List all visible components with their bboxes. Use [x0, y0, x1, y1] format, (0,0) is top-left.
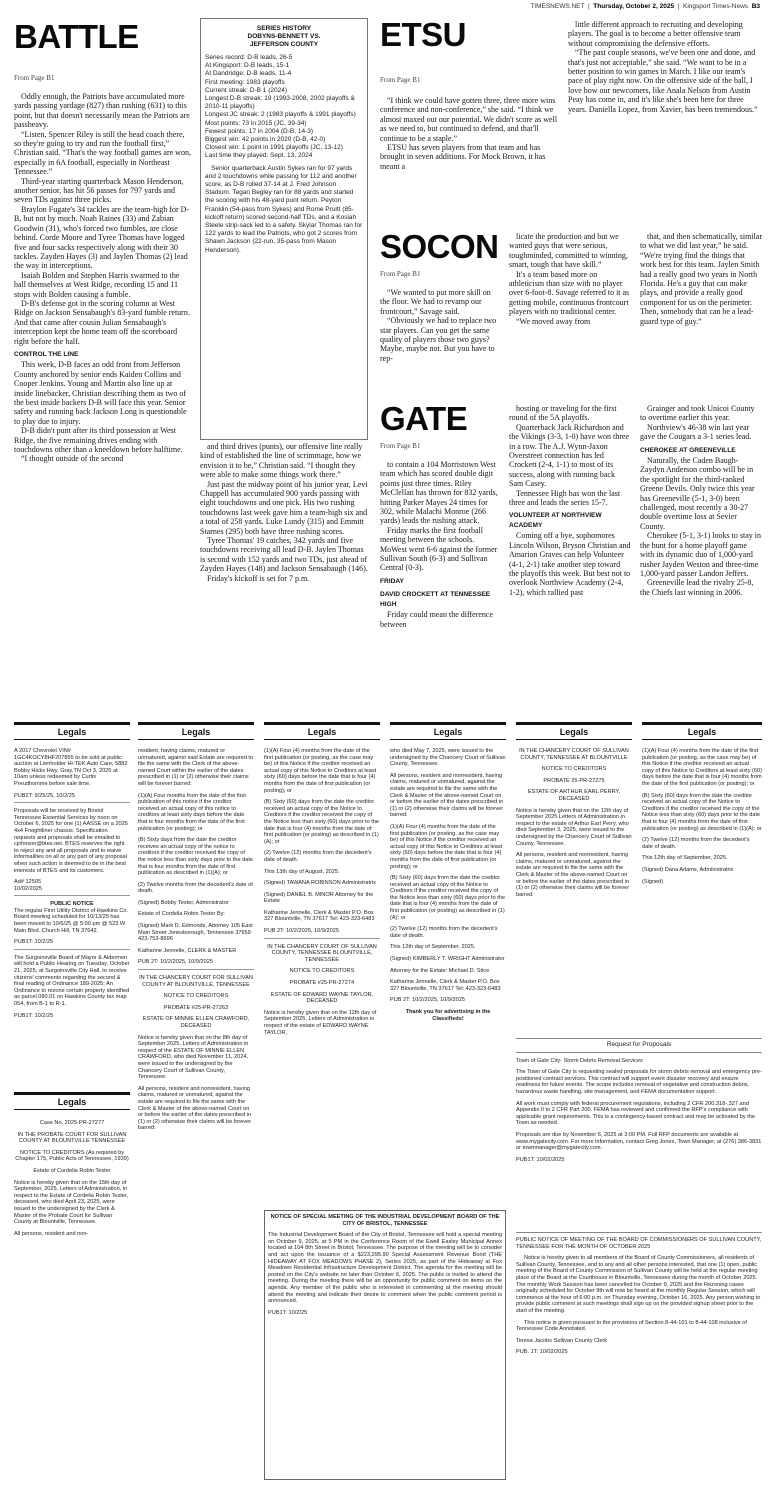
signature: (Signed) — [642, 878, 664, 885]
series-line: Last time they played: Sept. 13, 2024 — [205, 152, 313, 160]
paragraph: Friday could mean the difference between — [380, 610, 494, 629]
paragraph: Isaiah Bolden and Stephen Harris swarmed to the ball themselves at West Ridge, recording 15 and 11 stops with Bolden causing a fumble. — [14, 270, 180, 299]
legal-notice: Notice is hereby given that on the 12th day of September 2025 Letters of Administration in respect to the estate of Arthur Earl Perry, who died September 3, 2025, were issued to the undersigned by the Chancery Court of Sullivan County, Tennessee. — [516, 807, 632, 847]
series-line: First meeting: 1983 playoffs — [205, 78, 285, 86]
legal-notice: Proposals will be received by Bristol Tennessee Essential Services by noon on October 6, 2025 for one (1) AASSE on a 2025 4x4 Freightliner chassis. Specification requests and proposals shall be emailed to cjohnson@btes.net. BTES reserves the right to reject any and all proposals and to waive informalities on all or any part of any proposal when such action is deemed to be in the best interests of BTES and its customers. — [14, 808, 128, 874]
court-name: IN THE CHANCERY COURT OF SULLIVAN COUNTY, TENNESSEE BLOUNTVILLE, TENNESSEE — [267, 943, 377, 963]
legal-notice: (1)(A) Four (4) months from the date of the first publication (or posting, as the case may be) of this Notice if the creditor received an actual copy of this Notice to Creditors at least sixty (60) days before the date that is four (4) months from the date of the first publication (or posting); or — [642, 748, 762, 787]
legal-notice: resident, having claims, matured or unmatured, against said Estate are required to file the same with the Clerk of the above-named Court within the earlier of the dates prescribed in (1) or (2) otherwise their claims will be forever barred: — [138, 748, 254, 787]
paragraph: Quarterback Jack Richardson and the Vikings (3-3, 1-0) have won three in a row. The A.J. Wynn-Jaxon Overstreet connection has led Crockett (2-4, 1-1) to most of its success, along with running back Sam Casey. — [509, 422, 630, 489]
paragraph: D-B didn't punt after its third possession at West Ridge, the five remaining drives ending with touchdowns other than a kneeldown before halftime. — [14, 426, 183, 455]
legals-column-2 — [138, 748, 254, 1490]
pub-date: PUB2T: 9/25/25, 10/2/25 — [14, 793, 130, 804]
legal-notice: Notice is hereby given that on the 15th day of September, 2025, Letters of Administration, in respect to the Estate of Cordelia Robin Tester, deceased, who died April 23, 2025, were issued to the undersigned by the Clerk & Master of the Probate Court for Sullivan County at Blountville, Tennessee. — [14, 1179, 129, 1226]
page-number: B3 — [751, 3, 760, 10]
pub-date: PUB 2T: 10/2/2025, 10/9/2025 — [390, 997, 465, 1004]
paragraph: It's a team based more on athleticism than size with no player over 6-foot-8. Savage referred to it as getting mobile, continuous frontcourt players with no traditional center. — [509, 269, 630, 317]
thanks-box — [390, 1009, 506, 1022]
ad-number-text: Ad# 12505 — [14, 879, 42, 886]
special-meeting-notice — [264, 1210, 506, 1480]
legal-notice: (2) Twelve (12) months from the decedent's date of death. — [390, 926, 498, 939]
socon-column-1 — [380, 288, 502, 363]
notice-title: NOTICE TO CREDITORS — [289, 968, 355, 975]
notice-date: This 12th day of September, 2025. — [642, 855, 728, 862]
case-number: Case No. 2025-PR-27277 — [39, 1120, 105, 1126]
estate-name: ESTATE OF ARTHUR EARL PERRY, DECEASED — [527, 789, 621, 802]
paragraph: “Obviously we had to replace two star players. Can you get the same quality of players those two guys? Maybe, maybe not. But you have to rep- — [380, 316, 497, 363]
legal-notice: This notice is given pursuant to the provisions of Section 8-44-101 to 8-44-108 inclusive of Tennessee Code Annotated. — [516, 1319, 747, 1333]
series-line: At Dandridge: D-B leads, 11-4 — [205, 70, 292, 78]
notice-title — [268, 1214, 502, 1227]
legal-notice: The Surgoinsville Board of Mayor & Aldermen will hold a Public Hearing on Tuesday, October 21, 2025, at Surgoinsville City Hall, to receive citizens' comments regarding the second & final reading of Ordinance 189-2025; An Ordinance to rezone certain property identified as parcel 080.01 on Hawkins County tax map 054, from B-1 to R-1. — [14, 954, 130, 1007]
legal-notice: All persons, resident and non- — [14, 1230, 89, 1237]
clerk-info: Katharine Jennelle, Clerk & Master P.O. Box 327 Blountville, TN 37617 Tel: 423-323-6483 — [390, 979, 501, 992]
legal-notice: The Town of Gate City is requesting sealed proposals for storm debris removal and emergency pre-positioned contract services. This contract will support event disaster recovery and ensure readiness for future events. The scope includes removal of vegetative and construction debris, hazardous waste handling, site management, and FEMA documentation support. — [516, 1069, 762, 1095]
legal-notice: who died May 7, 2025, were issued to the undersigned by the Chancery Court of Sullivan County, Tennessee. — [390, 748, 506, 768]
legal-notice: (2) Twelve (12) months from the decedent's date of death. — [264, 850, 372, 863]
socon-column-3 — [640, 232, 762, 326]
pub-date: PUB1T: 10/2/25 — [14, 1012, 54, 1019]
legals-column-1 — [14, 748, 130, 1088]
series-title: DOBYNS-BENNETT VS. — [247, 33, 321, 40]
legals-header: Legals — [516, 722, 632, 740]
paragraph: Naturally, the Caden Baugh-Zaydyn Anderson combo will be in the spotlight for the third-ranked Greene Devils. Only twice this year has Greeneville (5-1, 3-0) been challenged, most recently a 30-27 double overtime loss at Sevier County. — [640, 456, 755, 531]
socon-from: From Page B1 — [380, 270, 421, 278]
estate-name: Estate of Cordelia Robin Tester — [33, 1167, 111, 1174]
subhead: DAVID CROCKETT AT TENNESSEE HIGH — [380, 591, 491, 608]
paragraph: Just past the midway point of his junior year, Levi Chappell has accumulated 900 yards passing with eight touchdowns and one pick. His two rushing touchdowns last week gave him a team-high six and a total of 258 yards. Luke Lundy (315) and Emmitt Starnes (295) both have three rushing scores. — [200, 479, 368, 536]
estate-name: ESTATE OF MINNIE ELLEN CRAWFORD, DECEASED — [142, 1016, 250, 1029]
signature: (Signed) Bobby Tester, Administrator — [138, 899, 229, 906]
series-line: Longest JC streak: 2 (1983 playoffs & 1991 playoffs) — [205, 111, 356, 119]
legals-header: Legals — [138, 722, 254, 740]
gate-column-1 — [380, 460, 502, 629]
gate-headline: GATE — [380, 400, 468, 437]
legal-notice: (1)(A) Four (4) months from the date of the first publication (or posting, as the case may be) of this Notice if the creditor received an actual copy of this Notice to Creditors at least sixty (60) days before the date that is four (4) months from the date of first publication (or posting); or — [390, 823, 503, 870]
series-line: Most points: 73 in 2015 (JC, 39-34) — [205, 119, 307, 127]
subhead: CHEROKEE AT GREENEVILLE — [640, 446, 736, 454]
notice-title — [14, 901, 130, 908]
special-meeting-title: NOTICE OF SPECIAL MEETING OF THE INDUSTRIAL DEVELOPMENT BOARD OF THE CITY OF BRISTOL, TENNESSEE — [270, 1214, 500, 1227]
etsu-column-2 — [568, 20, 760, 114]
pub-date: PUB1T: 10/02/2025 — [516, 1156, 565, 1163]
legal-notice: (B) Sixty (60) days from the date the creditor received an actual copy of the Notice to Creditors if the creditor received the copy of the Notice less than sixty (60) days prior to the date that is four (4) months from the date of first publication (or posting) as described in (1)(A); or — [264, 799, 380, 845]
gate-from: From Page B1 — [380, 442, 421, 450]
notice-date: This 12th day of September, 2025. — [390, 944, 476, 951]
legal-notice: All persons, resident and nonresident, having claims, matured or unmatured, against the estate are required to file the same with the Clerk & Master of the above-named Court on or before the earlier of the dates prescribed in (1) or (2) otherwise their claims will be forever barred: — [516, 852, 630, 898]
etsu-from: From Page B1 — [380, 76, 421, 84]
series-line: Fewest points: 17 in 2004 (D-B, 14-3) — [205, 127, 314, 135]
legal-notice: (B) Sixty days from the date the creditor receives an actual copy of the notice to creditors if the creditor received the copy of the notice less than sixty days prior to the date that is four months from the date of first publication as described in (1)(A); or — [138, 837, 254, 877]
paragraph: and third drives (punts), our offensive line really kind of established the line of scrimmage, how we envision it to be,” Christian said. “I thought they were able to make some things work there.” — [200, 442, 363, 480]
clerk-info: Katharine Jennelle, Clerk & Master P.O. Box 327 Blountville, TN 37617 Tel: 423-323-6483 — [264, 909, 375, 923]
paragraph: “I think we could have gotten three, three more wins conference and non-conference,” she said. “I think we almost maxed out our potential. We didn't score as well as we need to, but continued to defend, and that'll continue to be a staple.” — [380, 96, 558, 143]
series-line: Biggest win: 42 points in 2020 (D-B, 42-0) — [205, 136, 326, 144]
legal-notice: (2) Twelve (12) months from the decedent's date of death. — [642, 837, 750, 850]
legals-header: Legals — [642, 722, 762, 740]
subhead: CONTROL THE LINE — [14, 350, 79, 358]
paragraph: hosting or traveling for the first round of the 5A playoffs. — [509, 404, 617, 423]
gate-column-2 — [509, 404, 631, 597]
subhead: VOLUNTEER AT NORTHVIEW ACADEMY — [509, 512, 602, 529]
paragraph: Tennessee High has won the last three and leads the series 15-7. — [509, 488, 621, 508]
attorney-info: (Signed) Mark D. Edmonds, Attorney 105 East Main Street Jonesborough, Tennessee 37659 423-753-8696 — [138, 923, 253, 943]
socon-headline: SOCON — [380, 228, 499, 265]
ad-number — [14, 879, 130, 886]
battle-headline: BATTLE — [14, 18, 139, 55]
paragraph: Greeneville lead the rivalry 25-8, the Chiefs last winning in 2006. — [640, 578, 754, 597]
legals-header: Legals — [390, 722, 506, 740]
paragraph: Tyree Thomas' 19 catches, 342 yards and five touchdowns receiving all lead D-B. Jaylen Thomas is second with 152 yards and two TDs, just ahead of Zayden Hayes (148) and Jackson Sensabaugh (146). — [200, 536, 368, 574]
signature: Teresa Jacobs Sullivan County Clerk — [516, 1337, 608, 1344]
rfp-title: Request for Proposals — [516, 1042, 762, 1053]
battle-column-2 — [200, 442, 368, 583]
legal-notice: Proposals are due by November 6, 2025 at 3:00 PM. Full RFP documents are available at www.mygatecity.com. For more information, contact Greg Jones, Town Manager, at (276) 386-3831 or townmanager@mygatecity.com. — [516, 1131, 762, 1152]
commission-notice — [516, 1232, 762, 1486]
notice-title-text: PUBLIC NOTICE — [50, 901, 94, 908]
pub-date: PUB1T: 10/2/25 — [268, 1309, 308, 1316]
legal-notice: The Industrial Development Board of the City of Bristol, Tennessee will hold a special meeting on October 9, 2025, at 5 PM in the Conference Room of the Ewell Easley Municipal Annex located at 104 8th Street in Bristol, Tennessee. The purpose of the meeting will be to consider and act upon the issuance of a $223,295.90 Special Assessment Revenue Bond (THE HIDEAWAY AT FOX MEADOWS PHASE 2), Series 2025, as part of the Hideaway at Fox Meadows Residential Infrastructure Development District. The agenda for the meeting will be posted on the City's website no later than October 6, 2025. The public is invited to attend the meeting. During the meeting there will be an opportunity for public comment on items on the agenda. Any member of the public who is interested in commenting at the meeting should attend the meeting and indicate their desire to comment when the public comment period is announced. — [268, 1232, 502, 1305]
masthead: TIMESNEWS.NET | Thursday, October 2, 2025 | Kingsport Times-News B3 — [530, 3, 760, 10]
signature: (Signed) KIMBERLY T. WRIGHT Administrator — [390, 956, 505, 963]
paragraph: that, and then schematically, similar to what we did last year,” he said. “We're trying find the things that work best for this team. Jaylen Smith had a really good two years in North Florida. He's a guy that can make plays, and provide a really good component for us on the perimeter. Then, somebody that can be a lead-guard type of guy.” — [640, 232, 762, 326]
paragraph: little different approach to recruiting and developing players. The goal is to become a better offensive team without compromising the defensive efforts. — [568, 20, 743, 48]
paragraph: Friday marks the first football meeting between the schools. MoWest went 6-6 against the former Sullivan South (6-3) and Sullivan Central (0-3). — [380, 525, 498, 573]
battle-from: From Page B1 — [14, 74, 55, 82]
court-name: IN THE CHANCERY COURT OF SULLIVAN COUNTY, TENNESSEE AT BLOUNTVILLE — [519, 748, 629, 761]
paragraph: Grainger and took Unicoi County to overtime earlier this year. — [640, 404, 755, 423]
legals-column-6 — [642, 748, 762, 1038]
legal-notice: (1)(A) Four months from the date of the first publication of this notice if the creditor received an actual copy of this notice to creditors at least sixty days before the date that is four months from the date of the first publication (or posting); or — [138, 792, 246, 832]
paper-name: Kingsport Times-News — [683, 3, 749, 10]
legal-notice: The regular First Utility District of Hawkins Co. Board meeting scheduled for 10/13/25 has been moved to 10/6/25 @ 5:00 pm @ 523 W Main Blvd. Church Hill, TN 37642. — [14, 907, 129, 934]
series-line: At Kingsport: D-B leads, 15-1 — [205, 62, 290, 70]
paragraph: “We moved away from — [516, 316, 591, 326]
clerk-info: Katharine Jennelle, CLERK & MASTER — [138, 947, 237, 954]
socon-column-2 — [509, 232, 631, 326]
thanks-text: Thank you for advertising in the Classifieds! — [405, 1009, 491, 1022]
etsu-headline: ETSU — [380, 16, 467, 53]
paragraph: “The past couple seasons, we've been one and done, and that's just not acceptable,” she said. “We want to be in a better position to win games in March. I like our team's pace of play right now. On the offensive side of the ball, I love how our newcomers, like Anala Nelson from Austin Peay has come in, and it's like she's been here for three years. Daniella Lopez, from Xavier, has been tremendous.” — [568, 48, 758, 114]
legal-notice: Notice is hereby given that on the 8th day of September 2025, Letters of Administration in respect of the ESTATE OF MINNIE ELLEN CRAWFORD, who died November 11, 2024, were issued to the undersigned by the Chancery Court of Sullivan County, Tennessee. — [138, 1034, 249, 1081]
paragraph: Northview's 46-38 win last year gave the Cougars a 3-1 series lead. — [640, 422, 752, 442]
paragraph: This week, D-B faces an odd front from Jefferson County anchored by senior ends Kaiden Collins and Cooper Jenkins. Young and Martin also line up at inside linebacker, Christian describing them as two of the best inside backers D-B will face this year. Senior safety and running back Jackson Long is questionable to play due to injury. — [14, 360, 187, 426]
estate-name: Estate of Cordelia Robin Tester By: — [138, 911, 225, 918]
legals-column-3 — [264, 748, 380, 1208]
site-name: TIMESNEWS.NET — [530, 3, 585, 10]
series-line: Current streak: D-B 1 (2024) — [205, 86, 288, 94]
legal-notice: (B) Sixty (60) days from the date the creditor received an actual copy of the Notice to Creditors if the creditor received the copy of the Notice less than sixty (60) days prior to the date that is four (4) months from the date of first publication (or posting) as described in (1)(A); or — [642, 792, 762, 832]
paragraph: to contain a 104 Morristown West team which has scored double digit points just three times. Riley McClellan has thrown for 832 yards, hitting Parker Mayes 24 times for 302, while Malachi Monroe (266 yards) leads the rushing attack. — [380, 460, 498, 526]
series-title: JEFFERSON COUNTY — [249, 41, 319, 48]
battle-column-1 — [14, 92, 192, 464]
gate-column-3 — [640, 404, 762, 597]
legals-header: Legals — [14, 1092, 130, 1110]
legals-header: Legals — [264, 722, 380, 740]
notice-title: NOTICE TO CREDITORS — [163, 993, 229, 1000]
rfp-heading: Town of Gate City- Storm Debris Removal Services — [516, 1057, 643, 1064]
legal-notice: Notice is hereby given to all members of the Board of County Commissioners, all residents of Sullivan County, Tennessee, and to any and all other persons interested, that one (1) open, public meeting of the Board of County Commission of Sullivan County will be held at the regular meeting place of the Board at the Courthouse in Blountville, Tennessee during the month of October 2025. The monthly Work Session has been cancelled for October 9, 2025 and the Rezoning cases originally scheduled for October 9th will now be heard at the monthly Regular Session, which will commence at the hour of 6:00 p.m. on Thursday evening, October 16, 2025. Any person wishing to provide public comment at such meetings shall sign up on the provided signup sheet prior to the start of the meeting. — [516, 1255, 761, 1314]
legal-notice: (2) Twelve months from the decedent's date of death. — [138, 881, 253, 895]
probate-number: PROBATE #25-PR-27274 — [289, 980, 355, 987]
probate-number: PROBATE 25-PR-27275 — [543, 777, 605, 784]
legal-notice: All work must comply with federal procurement regulations, including 2 CFR 200.318-.327 and Appendix II to 2 CFR Part 200. FEMA has reviewed and confirmed the RFP's compliance with applicable grant requirements. This is a contingency-based contract and may be activated by the Town as needed. — [516, 1100, 756, 1127]
series-history-box — [200, 18, 368, 440]
legals-column-1b — [14, 1120, 130, 1490]
notice-title: NOTICE TO CREDITORS (As required by Chapter 175, Public Acts of Tennessee, 1939) — [15, 1149, 129, 1163]
series-line: Closest win: 1 point in 1991 playoffs (JC, 13-12) — [205, 144, 343, 152]
pub-date: PUB 2T: 10/2/2025, 10/9/2025 — [264, 928, 380, 939]
paragraph: Oddly enough, the Patriots have accumulated more yards passing yardage (827) than rushing (631) to this point, but that doesn't necessarily mean the Patriots are passheavy. — [14, 92, 190, 130]
paragraph: Cherokee (5-1, 3-1) looks to stay in the hunt for a home playoff game with its dynamic duo of 1,000-yard rusher Jayden Weston and three-time 1,000-yard passer Landon Jeffers. — [640, 531, 761, 578]
series-summary: Senior quarterback Austin Sykes ran for 97 yards and 2 touchdowns while passing for 112 and another score, as D-B rolled 37-14 at J. Fred Johnson Stadium. Tegan Begley ran for 88 yards and started the scoring with his 48-yard punt return. Peyton Franklin (54-pass from Sykes) and Rome Pruitt (85-kickoff return) scored second-half TDs, and a Kosiah Steele strip-sack led to a safety. Skylar Thomas ran for 122 yards to lead the Patriots, who got 2 scores from Shawn Jackson (22-run, 35-pass from Mason Henderson). — [205, 164, 363, 254]
legal-notice: All persons, resident and nonresident, having claims, matured or unmatured, against the estate are required to file the same with the Clerk & Master of the above-named Court on or before the earlier of the dates prescribed in (1) or (2) otherwise their claims will be forever barred: — [138, 1085, 252, 1132]
attorney-info: Attorney for the Estate: Michael D. Stice — [390, 967, 490, 974]
etsu-column-1 — [380, 96, 558, 171]
paragraph: ETSU has seven players from that team and has brought in seven additions. For Mock Brown, it has meant a — [380, 143, 546, 171]
legals-column-5 — [516, 748, 632, 1038]
series-title: SERIES HISTORY — [256, 25, 312, 32]
notice-title: PUBLIC NOTICE OF MEETING OF THE BOARD OF COMMISSIONERS OF SULLIVAN COUNTY, TENNESSEE FOR THE MONTH OF OCTOBER 2025 — [516, 1237, 762, 1250]
paragraph: licate the production and but we wanted guys that were serious, toughminded, committed to winning, smart, tough that have skill.” — [509, 232, 628, 270]
paragraph: “We wanted to put more skill on the floor. We had to revamp our frontcourt,” Savage said. — [380, 288, 491, 316]
pub-date: 10/02/2025 — [14, 886, 130, 897]
paragraph: D-B's defense got in the scoring column at West Ridge on Jackson Sensabaugh's 83-yard fumble return. And that came after cousin Julian Sensabaugh's interception kept the home team off the scoreboard right before the half. — [14, 298, 190, 346]
probate-number: PROBATE #25-PR-27263 — [163, 1004, 229, 1011]
pub-date: PUB1T: 10/2/25 — [14, 939, 130, 950]
paragraph: “I thought outside of the second — [21, 454, 124, 464]
paragraph: Third-year starting quarterback Mason Henderson, another senior, has hit 56 passes for 797 yards and seven TDs against three picks. — [14, 176, 184, 205]
issue-date: Thursday, October 2, 2025 — [593, 3, 675, 10]
pub-date: PUB. 1T: 10/02/2025 — [516, 1349, 568, 1356]
legal-notice: All persons, resident and nonresident, having claims, matured or unmatured, against the estate are required to file the same with the Clerk & Master of the above-named Court on or before the earlier of the dates prescribed in (1) or (2) otherwise their claims will be forever barred: — [390, 772, 504, 819]
subhead: FRIDAY — [380, 577, 404, 585]
signature: (Signed) Dana Adams, Administratrix — [642, 866, 734, 873]
signature: (Signed) TAWANA ROBINSON Administratrix — [264, 880, 376, 887]
series-line: Longest D-B streak: 19 (1993-2008, 2002 playoffs & 2010-11 playoffs) — [205, 95, 355, 111]
legal-notice: (B) Sixty (60) days from the date the creditor received an actual copy of the Notice to Creditors if the creditor received the copy of the Notice less than sixty (60) days prior to the date that is four (4) months from the date of first publication (or posting) as described in (1)(A); or — [390, 875, 506, 921]
estate-name: ESTATE OF EDWARD WAYNE TAYLOR, DECEASED — [270, 991, 374, 1005]
legal-notice: Notice is hereby given that on the 12th day of September 2025, Letters of Administration in respect of the estate of EDWARD WAYNE TAYLOR, — [264, 1009, 377, 1036]
paragraph: Braylon Fugate's 34 tackles are the team-high for D-B, but not by much. Noah Raines (33) and Zabian Goodwin (31), who's forced two fumbles, are close behind. Corde Moore and Tyree Thomas have logged five and four sacks respectively along with their 30 tackles. Zayden Hayes (3) and Jaylen Thomas (2) lead the way in interceptions. — [14, 204, 190, 271]
rfp-notice — [516, 1038, 762, 1224]
court-name: IN THE CHANCERY COURT FOR SULLIVAN COUNTY AT BLOUNTVILLE, TENNESSEE — [139, 975, 253, 988]
legal-notice: A 2017 Chevrolet VIN# 1GC4KOCY8HF207855 to be sold at public auction at Lienholder Hi-TEK Auto Care, 5882 Bobby Hicks Hwy, Gray,TN Oct 3, 2025 at 10am unless redeemed by Curtis Preudhomme before sale time. — [14, 748, 128, 787]
signature: (Signed) DANIEL B. MINOR Attorney for the Estate — [264, 891, 374, 905]
pub-date: PUB 2T: 10/2/2025, 10/9/2025 — [138, 959, 254, 970]
legals-column-4 — [390, 748, 506, 1208]
paragraph: “Listen, Spencer Riley is still the head coach there, so they're going to try and run the football first,” Christian said. “That's the way football games are won, especially in 6A football, especially in Northeast Tennessee.” — [14, 129, 191, 177]
notice-title: NOTICE TO CREDITORS — [541, 766, 607, 773]
court-name: IN THE PROBATE COURT FOR SULLIVAN COUNTY AT BLOUNTVILLE TENNESSEE — [17, 1131, 127, 1145]
legal-notice: (1)(A) Four (4) months from the date of the first publication (or posting, as the case may be) of this Notice if the creditor received an actual copy of this Notice to Creditors at least sixty (60) days before the date that is four (4) months from the date of first publication (or posting); or — [264, 748, 377, 794]
paragraph: Friday's kickoff is set for 7 p.m. — [207, 573, 310, 583]
paragraph: Coming off a bye, sophomores Lincoln Wilson, Bryson Christian and Amarion Graves can help Volunteer (4-1, 2-1) take another step toward the playoffs this week. But best not to overlook Northview Academy (2-4, 1-2), which rallied past — [509, 531, 631, 597]
legals-header: Legals — [14, 722, 130, 740]
notice-date: This 13th day of August, 2025. — [264, 868, 340, 875]
series-line: Series record: D-B leads, 26-5 — [205, 54, 293, 61]
